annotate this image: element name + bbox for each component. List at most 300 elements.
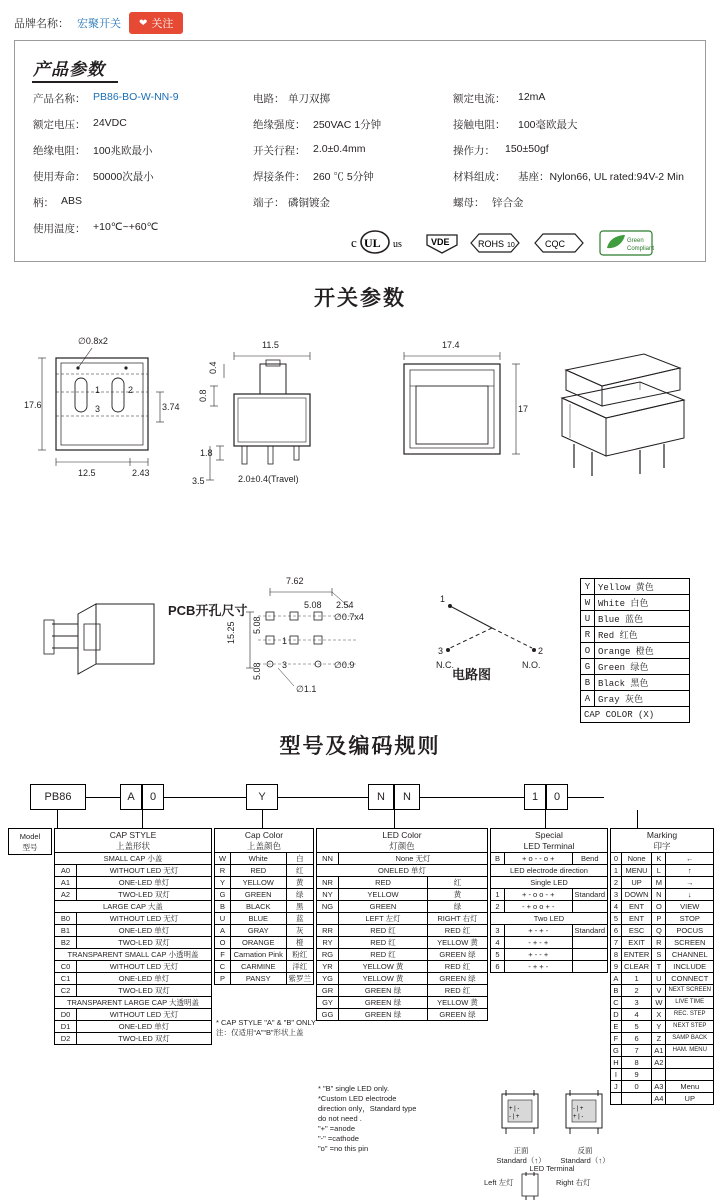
label-cell: CLEAR — [621, 961, 651, 973]
code-cell: 6 — [611, 925, 622, 937]
table-row — [317, 937, 488, 949]
name-cell: YELLOW — [339, 889, 428, 901]
code-cell: B — [611, 985, 622, 997]
legend-value: Orange 橙色 — [595, 643, 690, 659]
svg-text:VDE: VDE — [431, 237, 450, 247]
cell-value: 260 ℃ 5分钟 — [313, 171, 374, 183]
desc-cell: TWO-LED 双灯 — [77, 1033, 212, 1045]
code-cell: A4 — [652, 1093, 666, 1105]
table-row — [611, 1021, 714, 1033]
header-zh: LED Terminal — [523, 840, 575, 851]
cell-value: 250VAC 1分钟 — [313, 119, 382, 131]
caption-standard: Standard（↑） — [560, 1156, 610, 1165]
name-cell: White — [231, 853, 287, 865]
table-row — [215, 853, 314, 865]
desc-cell: ONE-LED 单灯 — [77, 973, 212, 985]
brand-name[interactable]: 宏聚开关 — [77, 18, 121, 30]
label-cell: 1 — [621, 973, 651, 985]
table-row — [611, 853, 714, 865]
label-cell: STOP — [666, 913, 714, 925]
code-cell: RR — [317, 925, 339, 937]
code-connector — [568, 797, 604, 798]
column-special — [490, 828, 608, 973]
table-row — [611, 1069, 714, 1081]
table-row — [55, 1033, 212, 1045]
table-row — [55, 877, 212, 889]
header-en: Special — [535, 829, 563, 840]
label-cell: NEXT STEP — [666, 1021, 714, 1033]
zh-cell: 红 — [286, 865, 314, 877]
right-cell: YELLOW 黄 — [428, 937, 488, 949]
diagram-caption-left — [484, 1146, 558, 1166]
VDE-icon — [425, 231, 459, 255]
left-cell: GREEN 绿 — [339, 1009, 428, 1021]
code-cell: B0 — [55, 913, 77, 925]
zh-cell: 蓝 — [286, 913, 314, 925]
led-color-footnote — [318, 1084, 478, 1154]
legend-footer: CAP COLOR (X) — [581, 707, 690, 723]
polarity-cell: - + + - — [505, 961, 573, 973]
group-header: LARGE CAP 大盖 — [55, 901, 212, 913]
cell-value: 锌合金 — [492, 197, 524, 209]
code-cell: C1 — [55, 973, 77, 985]
table-row — [611, 961, 714, 973]
cap-color-note-en: * CAP STYLE "A" & "B" ONLY — [216, 1018, 316, 1027]
footnote-line: "+" =anode — [318, 1124, 356, 1133]
zh-cell: 黄 — [428, 889, 488, 901]
table-row — [611, 1009, 714, 1021]
table-row — [55, 925, 212, 937]
param-title: 产品参数 — [33, 60, 105, 79]
label-cell: 7 — [621, 1045, 651, 1057]
code-cell: A3 — [652, 1081, 666, 1093]
code-cell: 9 — [611, 961, 622, 973]
svg-text:Compliant: Compliant — [627, 246, 655, 252]
header-zh: 型号 — [22, 842, 38, 852]
column-header — [9, 829, 52, 855]
drawing-pcb-side-view — [20, 590, 170, 710]
desc-cell: ONE-LED 单灯 — [77, 1021, 212, 1033]
svg-text:2.0±0.4(Travel): 2.0±0.4(Travel) — [238, 474, 299, 484]
code-cell: A0 — [55, 865, 77, 877]
svg-text:- | +: - | + — [509, 1114, 520, 1120]
footnote-line: direction only，Standard type — [318, 1104, 417, 1113]
footnote-line: do not need . — [318, 1114, 362, 1123]
cell-label: 材料组成： — [453, 171, 506, 183]
table-row — [611, 985, 714, 997]
note-cell — [572, 961, 607, 973]
right-cell: RED 红 — [428, 985, 488, 997]
zh-cell: 橙 — [286, 937, 314, 949]
name-cell: Carnation Pink — [231, 949, 287, 961]
left-cell: RED 红 — [339, 925, 428, 937]
certification-logos — [33, 229, 693, 259]
code-cell: V — [652, 985, 666, 997]
svg-text:17.6: 17.6 — [24, 400, 42, 410]
drop-line — [545, 810, 546, 828]
legend-value: Blue 蓝色 — [595, 611, 690, 627]
label-cell: UP — [621, 877, 651, 889]
table-row — [611, 1033, 714, 1045]
group-header: TRANSPARENT LARGE CAP 大透明盖 — [55, 997, 212, 1009]
drawing-3d-view — [540, 332, 710, 482]
cell-value: 单刀双掷 — [288, 93, 330, 105]
left-cell: YELLOW 黄 — [339, 961, 428, 973]
pcb-drawing-title: PCB开孔尺寸 — [168, 603, 248, 618]
group-header: TRANSPARENT SMALL CAP 小透明盖 — [55, 949, 212, 961]
diagram-caption-right — [548, 1146, 622, 1166]
code-cell: R — [215, 865, 231, 877]
svg-text:c: c — [351, 235, 357, 250]
table-row — [581, 675, 690, 691]
table-row — [611, 889, 714, 901]
table-row — [491, 853, 608, 865]
svg-text:3: 3 — [438, 646, 444, 656]
table-row — [317, 889, 488, 901]
svg-text:10: 10 — [507, 242, 515, 249]
table-row — [491, 937, 608, 949]
cUL-us-icon — [351, 229, 413, 255]
legend-key: U — [581, 611, 595, 627]
table-row — [317, 985, 488, 997]
code-cell: A2 — [55, 889, 77, 901]
header-zh: 上盖颜色 — [246, 840, 281, 851]
cap-color-note-zh: 注：仅适用“A”“B”形状上盖 — [216, 1028, 304, 1037]
code-cell: C — [215, 961, 231, 973]
label-cell — [621, 1093, 651, 1105]
zh-cell: 洋红 — [286, 961, 314, 973]
RoHS-icon — [469, 231, 521, 255]
table-row — [491, 889, 608, 901]
code-cell: 6 — [491, 961, 505, 973]
cell-label: 螺母： — [453, 197, 485, 209]
name-cell: GRAY — [231, 925, 287, 937]
label-cell: DOWN — [621, 889, 651, 901]
svg-text:7.62: 7.62 — [286, 576, 304, 586]
title-underline — [32, 81, 118, 83]
table-row — [317, 1009, 488, 1021]
code-cell: A — [611, 973, 622, 985]
header-en: Cap Color — [244, 829, 284, 840]
drop-line — [394, 810, 395, 828]
code-cell: W — [652, 997, 666, 1009]
table-row — [15, 169, 707, 195]
table-row — [215, 949, 314, 961]
code-cell: R — [652, 937, 666, 949]
svg-text:CQC: CQC — [545, 239, 565, 249]
group-header: ONELED 单灯 — [317, 865, 488, 877]
drawing-circuit — [430, 588, 570, 678]
code-cell: A1 — [652, 1045, 666, 1057]
code-cell: NN — [317, 853, 339, 865]
group-header: SMALL CAP 小盖 — [55, 853, 212, 865]
svg-text:N.O.: N.O. — [522, 660, 541, 670]
caption-back: 反面 — [577, 1146, 593, 1155]
led-terminal-diagram-right — [556, 1090, 612, 1144]
code-box-model: PB86 — [30, 784, 86, 810]
drawing-front-view — [20, 330, 190, 490]
name-cell: CARMINE — [231, 961, 287, 973]
label-cell: CONNECT — [666, 973, 714, 985]
code-cell: A — [215, 925, 231, 937]
table-row — [55, 985, 212, 997]
table-row — [491, 961, 608, 973]
header-en: Model — [19, 831, 41, 841]
legend-value: Black 黑色 — [595, 675, 690, 691]
brand-bar — [14, 10, 706, 36]
code-cell: G — [611, 1045, 622, 1057]
code-cell: 8 — [611, 949, 622, 961]
desc-cell: TWO-LED 双灯 — [77, 937, 212, 949]
led-terminal-pin-icon — [516, 1172, 546, 1202]
zh-cell: 绿 — [286, 889, 314, 901]
name-cell: BLUE — [231, 913, 287, 925]
table-row — [581, 659, 690, 675]
drawing-side-view — [190, 330, 370, 495]
cell-value: ABS — [61, 195, 83, 207]
desc-cell: TWO-LED 双灯 — [77, 985, 212, 997]
polarity-cell: - + o o + - — [505, 901, 573, 913]
cell-label: 开关行程： — [253, 145, 306, 157]
label-cell: 0 — [621, 1081, 651, 1093]
table-row — [55, 1009, 212, 1021]
cell-label: 操作力： — [453, 145, 495, 157]
header-en: CAP STYLE — [109, 829, 157, 840]
label-cell: NEXT SCREEN — [666, 985, 714, 997]
code-cell: 5 — [611, 913, 622, 925]
svg-text:∅0.8x2: ∅0.8x2 — [78, 336, 108, 346]
code-cell: O — [652, 901, 666, 913]
cell-label: 接触电阻： — [453, 119, 506, 131]
code-connector — [278, 797, 368, 798]
label-cell: CHANNEL — [666, 949, 714, 961]
svg-text:1: 1 — [95, 385, 101, 395]
CQC-icon — [533, 231, 585, 255]
table-row — [611, 997, 714, 1009]
label-cell: ENTER — [621, 949, 651, 961]
header-en: Marking — [646, 829, 678, 840]
zh-cell: 红 — [428, 877, 488, 889]
code-connector — [86, 797, 120, 798]
name-cell: RED — [339, 877, 428, 889]
right-cell: RED 红 — [428, 925, 488, 937]
zh-cell: 灰 — [286, 925, 314, 937]
table-row — [611, 973, 714, 985]
code-cell: NR — [317, 877, 339, 889]
zh-cell: 白 — [286, 853, 314, 865]
code-cell: W — [215, 853, 231, 865]
led-terminal-label: LED Terminal — [529, 1164, 575, 1173]
label-cell: INCLUDE — [666, 961, 714, 973]
cell-label: 额定电压： — [33, 119, 86, 131]
svg-text:5.08: 5.08 — [252, 662, 262, 680]
code-cell — [611, 1093, 622, 1105]
label-cell: ↑ — [666, 865, 714, 877]
code-cell: Q — [652, 925, 666, 937]
svg-text:5.08: 5.08 — [304, 600, 322, 610]
svg-text:∅0.7x4: ∅0.7x4 — [334, 612, 364, 622]
label-cell: EXIT — [621, 937, 651, 949]
label-cell: ENT — [621, 901, 651, 913]
table-row — [317, 901, 488, 913]
table-row — [581, 579, 690, 595]
zh-cell: 黑 — [286, 901, 314, 913]
note-cell: Standard — [572, 925, 607, 937]
follow-button[interactable] — [129, 12, 183, 34]
cell-label: 柄： — [33, 197, 54, 209]
table-row — [611, 901, 714, 913]
desc-cell: ONE-LED 单灯 — [77, 925, 212, 937]
name-cell: GREEN — [339, 901, 428, 913]
legend-key: A — [581, 691, 595, 707]
code-cell — [652, 1069, 666, 1081]
label-cell: 9 — [621, 1069, 651, 1081]
desc-cell: WITHOUT LED 无灯 — [77, 865, 212, 877]
code-cell: GY — [317, 997, 339, 1009]
code-cell: C — [611, 997, 622, 1009]
section-title-model-rules: 型号及编码规则 — [279, 735, 441, 758]
label-cell: 2 — [621, 985, 651, 997]
table-row — [215, 937, 314, 949]
left-cell: GREEN 绿 — [339, 997, 428, 1009]
svg-text:Green: Green — [627, 238, 644, 244]
table-row — [491, 925, 608, 937]
code-box-cap-style-2: 0 — [142, 784, 164, 810]
desc-cell: ONE-LED 单灯 — [77, 877, 212, 889]
cell-value: 50000次最小 — [93, 171, 154, 183]
code-cell: C2 — [55, 985, 77, 997]
note-cell: Standard — [572, 889, 607, 901]
code-cell: B1 — [55, 925, 77, 937]
name-cell: PANSY — [231, 973, 287, 985]
code-cell: 3 — [491, 925, 505, 937]
code-cell: 2 — [611, 877, 622, 889]
product-parameters-panel — [14, 40, 706, 262]
legend-value: Gray 灰色 — [595, 691, 690, 707]
code-cell: Y — [652, 1021, 666, 1033]
cell-value: 100毫欧最大 — [518, 119, 578, 131]
legend-key: W — [581, 595, 595, 611]
label-cell: ENT — [621, 913, 651, 925]
cap-color-legend — [580, 578, 690, 723]
right-led-label: Right 右灯 — [556, 1178, 591, 1187]
desc-cell: WITHOUT LED 无灯 — [77, 913, 212, 925]
code-cell: GR — [317, 985, 339, 997]
code-cell: I — [611, 1069, 622, 1081]
code-cell: O — [215, 937, 231, 949]
label-cell: 8 — [621, 1057, 651, 1069]
code-cell: 5 — [491, 949, 505, 961]
left-led-label: Left 左灯 — [484, 1178, 514, 1187]
drop-line — [637, 810, 638, 828]
table-row — [15, 91, 707, 117]
table-row — [611, 949, 714, 961]
code-cell: D1 — [55, 1021, 77, 1033]
label-cell: 3 — [621, 997, 651, 1009]
table-row — [215, 865, 314, 877]
table-row — [581, 595, 690, 611]
svg-text:+ | -: + | - — [509, 1106, 520, 1112]
header-en: LED Color — [382, 829, 422, 840]
column-header — [55, 829, 212, 853]
cell-value: 24VDC — [93, 117, 127, 129]
polarity-cell: - + - + — [505, 937, 573, 949]
code-cell: F — [215, 949, 231, 961]
right-cell: RED 红 — [428, 961, 488, 973]
code-cell: B — [491, 853, 505, 865]
header-zh: 上盖形状 — [115, 840, 150, 851]
table-row — [611, 1057, 714, 1069]
zh-cell: 绿 — [428, 901, 488, 913]
code-cell: F — [611, 1033, 622, 1045]
table-row — [611, 865, 714, 877]
code-cell: G — [215, 889, 231, 901]
footnote-line: *Custom LED electrode — [318, 1094, 397, 1103]
table-row — [215, 913, 314, 925]
table-row — [15, 195, 707, 221]
code-cell: 4 — [491, 937, 505, 949]
svg-text:15.25: 15.25 — [226, 621, 236, 644]
code-box-cap-style-1: A — [120, 784, 142, 810]
circuit-diagram-title: 电路图 — [452, 667, 492, 682]
table-row — [581, 643, 690, 659]
polarity-cell: + - - + — [505, 949, 573, 961]
table-row — [581, 611, 690, 627]
code-cell: A2 — [652, 1057, 666, 1069]
svg-text:3.74: 3.74 — [162, 402, 180, 412]
svg-text:17: 17 — [518, 404, 529, 414]
code-cell: U — [215, 913, 231, 925]
table-row — [55, 889, 212, 901]
cell-label: 端子： — [253, 197, 285, 209]
polarity-cell: + - o o - + — [505, 889, 573, 901]
drawing-top-view — [372, 330, 537, 480]
drop-line — [262, 810, 263, 828]
label-cell: HAM. MENU — [666, 1045, 714, 1057]
code-cell: 1 — [491, 889, 505, 901]
table-row — [491, 901, 608, 913]
table-row — [55, 865, 212, 877]
code-cell: J — [611, 1081, 622, 1093]
code-cell: S — [652, 949, 666, 961]
code-cell: P — [215, 973, 231, 985]
legend-value: Red 红色 — [595, 627, 690, 643]
note-cell — [572, 949, 607, 961]
group-header-left: LEFT 左灯 — [339, 913, 428, 925]
svg-text:3: 3 — [282, 660, 288, 670]
group-header: LED electrode direction — [491, 865, 608, 877]
label-cell: MENU — [621, 865, 651, 877]
svg-text:3.5: 3.5 — [192, 476, 205, 486]
svg-text:∅0.9: ∅0.9 — [334, 660, 355, 670]
svg-text:1.8: 1.8 — [200, 448, 213, 458]
table-row — [581, 627, 690, 643]
code-box-marking: 0 — [546, 784, 568, 810]
legend-key: Y — [581, 579, 595, 595]
code-cell: X — [652, 1009, 666, 1021]
right-cell: YELLOW 黄 — [428, 997, 488, 1009]
svg-text:0.4: 0.4 — [208, 361, 218, 374]
svg-text:17.4: 17.4 — [442, 340, 460, 350]
label-cell — [666, 1069, 714, 1081]
column-cap-style — [54, 828, 212, 1045]
table-row — [15, 143, 707, 169]
column-cap-color — [214, 828, 314, 985]
code-cell: E — [611, 1021, 622, 1033]
right-cell: GREEN 绿 — [428, 949, 488, 961]
drop-line — [142, 810, 143, 828]
table-row — [317, 949, 488, 961]
